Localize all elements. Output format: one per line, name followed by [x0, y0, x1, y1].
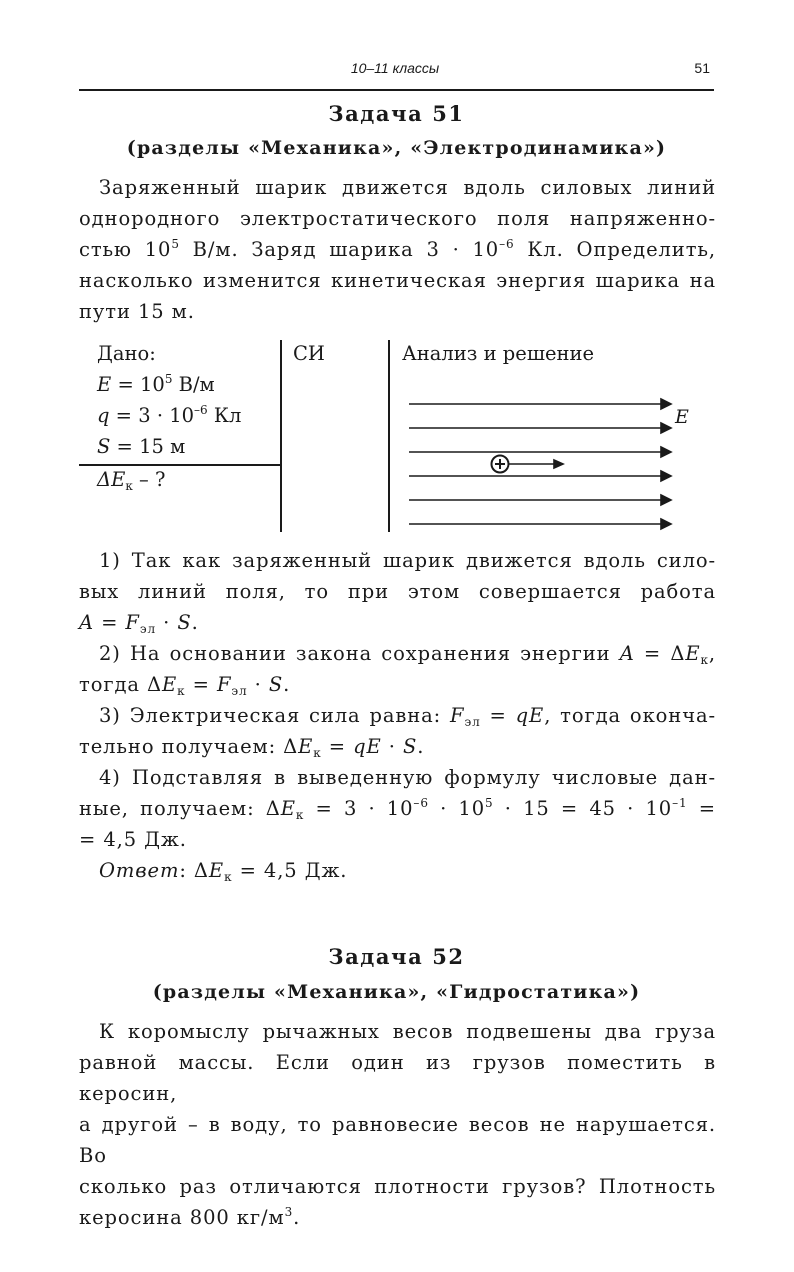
- velocity-arrowhead: [554, 460, 563, 468]
- solution-line: ные, получаем: $\Delta E_к = 3 \cdot 10^{-6} \cdot 10^5 \cdot 15 = 45 \cdot 10^{-1}$ =: [79, 796, 716, 822]
- running-header-section: 10–11 классы: [350, 60, 440, 76]
- solution-line: = 4,5 Дж.: [79, 828, 187, 851]
- condition-line: однородного электростатического поля напряженно-: [79, 207, 716, 230]
- arrowhead: [661, 399, 671, 409]
- condition-line: керосина 800 $кг/м^3$.: [79, 1205, 301, 1229]
- task-52-condition: [79, 1016, 716, 1233]
- given-field-strength: $E = 10^5$ В/м: [97, 372, 215, 396]
- find-quantity: $\Delta E_к$ – ?: [97, 468, 166, 493]
- condition-line: равной массы. Если один из грузов поместить в керосин,: [79, 1051, 716, 1105]
- arrowhead: [661, 423, 671, 433]
- condition-line: пути 15 м.: [79, 300, 195, 323]
- field-label: E: [675, 406, 689, 428]
- task-52-title: Задача 52: [328, 944, 465, 969]
- analysis-heading: Анализ и решение: [402, 342, 595, 365]
- arrowhead: [661, 495, 671, 505]
- given-table: [79, 340, 719, 535]
- condition-line: а другой – в воду, то равновесие весов не нарушается. Во: [79, 1113, 716, 1167]
- condition-line: насколько изменится кинетическая энергия шарика на: [79, 269, 716, 292]
- task-51-title: Задача 51: [328, 101, 465, 126]
- given-distance: S = 15 м: [97, 435, 186, 458]
- given-find-separator: [79, 464, 281, 466]
- condition-line: стью $10^5$ В/м. Заряд шарика $3 \cdot 10^{-6}$ Кл. Определить,: [79, 237, 716, 261]
- task-51-condition: [79, 172, 716, 327]
- given-si-divider: [280, 340, 282, 532]
- arrowhead: [661, 519, 671, 529]
- solution-line: тогда $\Delta E_к = F_{эл} \cdot S$.: [79, 673, 291, 698]
- condition-line: сколько раз отличаются плотности грузов? Плотность: [79, 1175, 716, 1198]
- given-charge: $q = 3 \cdot 10^{-6}$ Кл: [97, 403, 242, 427]
- solution-line: 1) Так как заряженный шарик движется вдоль сило-: [99, 549, 716, 572]
- charged-ball-icon: [492, 456, 509, 473]
- answer-line: Ответ: $\Delta E_к = 4,5$ Дж.: [99, 859, 348, 884]
- solution-line: 2) На основании закона сохранения энергии $A = \Delta E_к$,: [99, 642, 716, 667]
- task-52-subtitle: (разделы «Механика», «Гидростатика»): [152, 981, 641, 1003]
- solution-line: тельно получаем: $\Delta E_к$ = qE · S.: [79, 735, 425, 760]
- page-number: 51: [694, 60, 710, 76]
- solution-line: вых линий поля, то при этом совершается работа: [79, 580, 716, 603]
- task-51-subtitle: (разделы «Механика», «Электродинамика»): [126, 137, 667, 159]
- arrowhead: [661, 447, 671, 457]
- condition-line: К коромыслу рычажных весов подвешены два груза: [99, 1020, 716, 1043]
- solution-line: $A = F_{эл} \cdot S$.: [79, 611, 199, 636]
- condition-line: Заряженный шарик движется вдоль силовых линий: [99, 176, 716, 199]
- given-heading: Дано:: [97, 342, 156, 365]
- header-rule: [79, 89, 714, 91]
- solution-line: 4) Подставляя в выведенную формулу числовые дан-: [99, 766, 716, 789]
- task-51-solution: [79, 545, 716, 886]
- arrowhead: [661, 471, 671, 481]
- si-heading: СИ: [293, 342, 325, 365]
- solution-line: 3) Электрическая сила равна: $F_{эл}$ = qE, тогда оконча-: [99, 704, 717, 729]
- si-analysis-divider: [388, 340, 390, 532]
